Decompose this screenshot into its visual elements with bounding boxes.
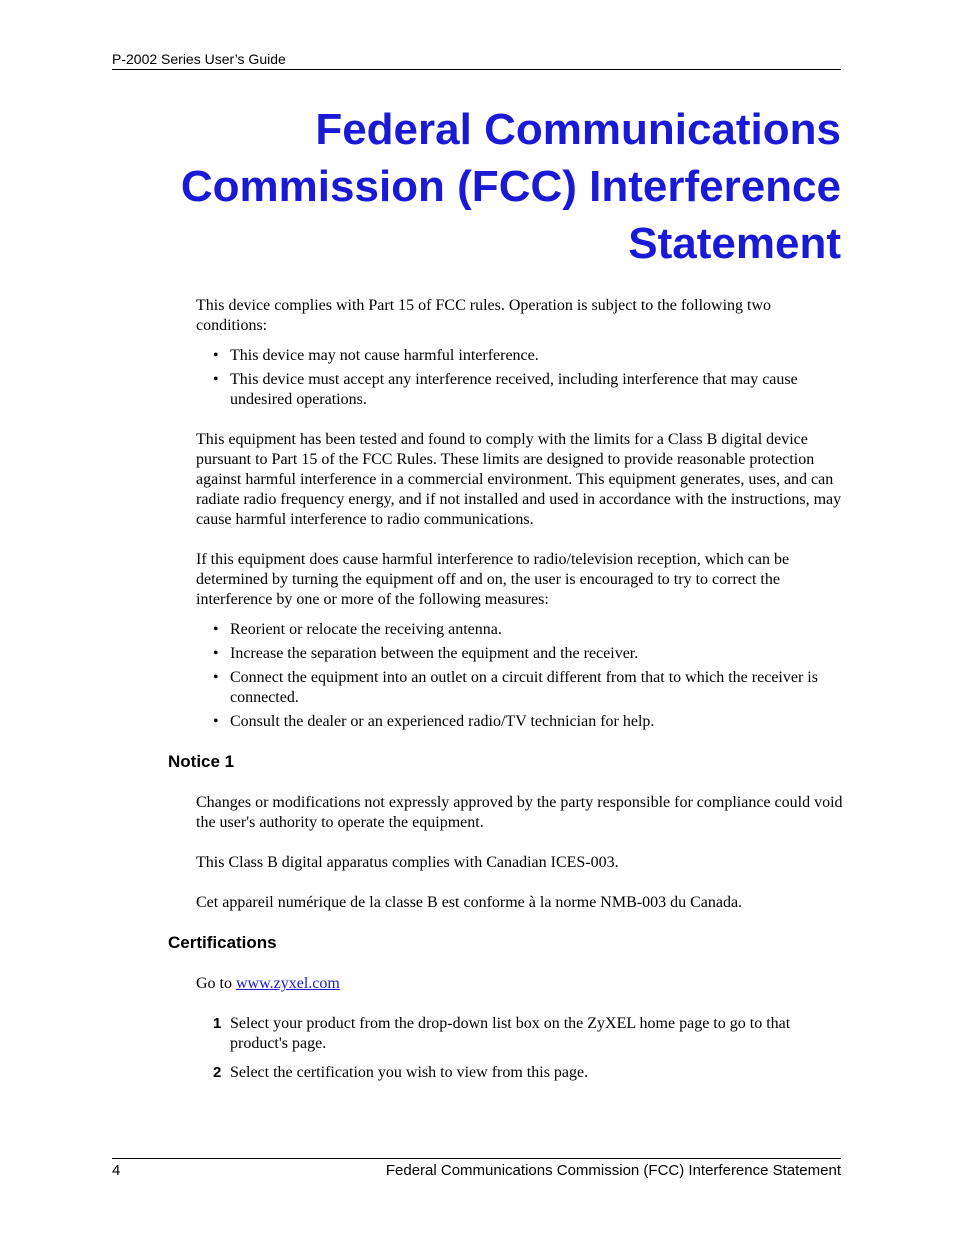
document-body	[168, 296, 846, 1092]
zyxel-link[interactable]: www.zyxel.com	[236, 975, 340, 992]
bullet-icon: •	[213, 621, 219, 638]
page-number: 4	[112, 1162, 121, 1179]
intro-paragraph: This device complies with Part 15 of FCC rules. Operation is subject to the following two conditions:	[196, 297, 772, 334]
notice-paragraph-1: Changes or modifications not expressly approved by the party responsible for compliance could void the user's authority to operate the equipment.	[196, 794, 843, 831]
list-item: 1 Select your product from the drop-down list box on the ZyXEL home page to go to that product's page.	[213, 1015, 791, 1052]
running-footer	[112, 1158, 841, 1179]
list-item: • Increase the separation between the equipment and the receiver.	[213, 645, 639, 662]
bullet-icon: •	[213, 347, 219, 364]
measures-list	[196, 620, 846, 732]
certifications-heading: Certifications	[168, 933, 277, 952]
conditions-list	[196, 346, 846, 410]
step-number: 1	[213, 1015, 222, 1032]
list-item: • Reorient or relocate the receiving antenna.	[213, 621, 502, 638]
bullet-icon: •	[213, 371, 219, 388]
list-item: • This device may not cause harmful interference.	[213, 347, 539, 364]
bullet-icon: •	[213, 713, 219, 730]
title-line: Federal Communications	[315, 105, 841, 154]
notice-heading: Notice 1	[168, 752, 235, 771]
list-item: • This device must accept any interference received, including interference that may cause undesired operations.	[213, 371, 798, 408]
footer-section-title: Federal Communications Commission (FCC) Interference Statement	[385, 1162, 841, 1179]
list-item: • Consult the dealer or an experienced radio/TV technician for help.	[213, 713, 655, 730]
bullet-icon: •	[213, 645, 219, 662]
guide-title: P-2002 Series User’s Guide	[112, 51, 286, 67]
go-to-paragraph: Go to www.zyxel.com	[196, 975, 340, 992]
list-item: 2 Select the certification you wish to view from this page.	[213, 1064, 589, 1081]
notice-paragraph-2: This Class B digital apparatus complies with Canadian ICES-003.	[196, 854, 619, 871]
notice-paragraph-3: Cet appareil numérique de la classe B est conforme à la norme NMB-003 du Canada.	[196, 894, 743, 911]
interference-paragraph: If this equipment does cause harmful interference to radio/television reception, which can be determined by turning the equipment off and on, the user is encouraged to try to correct the interference by one or more of the following measures:	[196, 551, 790, 608]
title-line: Commission (FCC) Interference	[180, 162, 841, 211]
page-title	[112, 101, 841, 272]
step-number: 2	[213, 1064, 222, 1081]
running-header	[112, 51, 841, 70]
list-item: • Connect the equipment into an outlet on a circuit different from that to which the receiver is connected.	[213, 669, 818, 706]
certification-steps	[196, 1014, 846, 1083]
tested-paragraph: This equipment has been tested and found to comply with the limits for a Class B digital device pursuant to Part 15 of the FCC Rules. These limits are designed to provide reasonable protection against harmful interference in a commercial environment. This equipment generates, uses, and can radiate radio frequency energy, and if not installed and used in accordance with the instructions, may cause harmful interference to radio communications.	[196, 431, 842, 528]
bullet-icon: •	[213, 669, 219, 686]
title-line: Statement	[628, 219, 841, 268]
